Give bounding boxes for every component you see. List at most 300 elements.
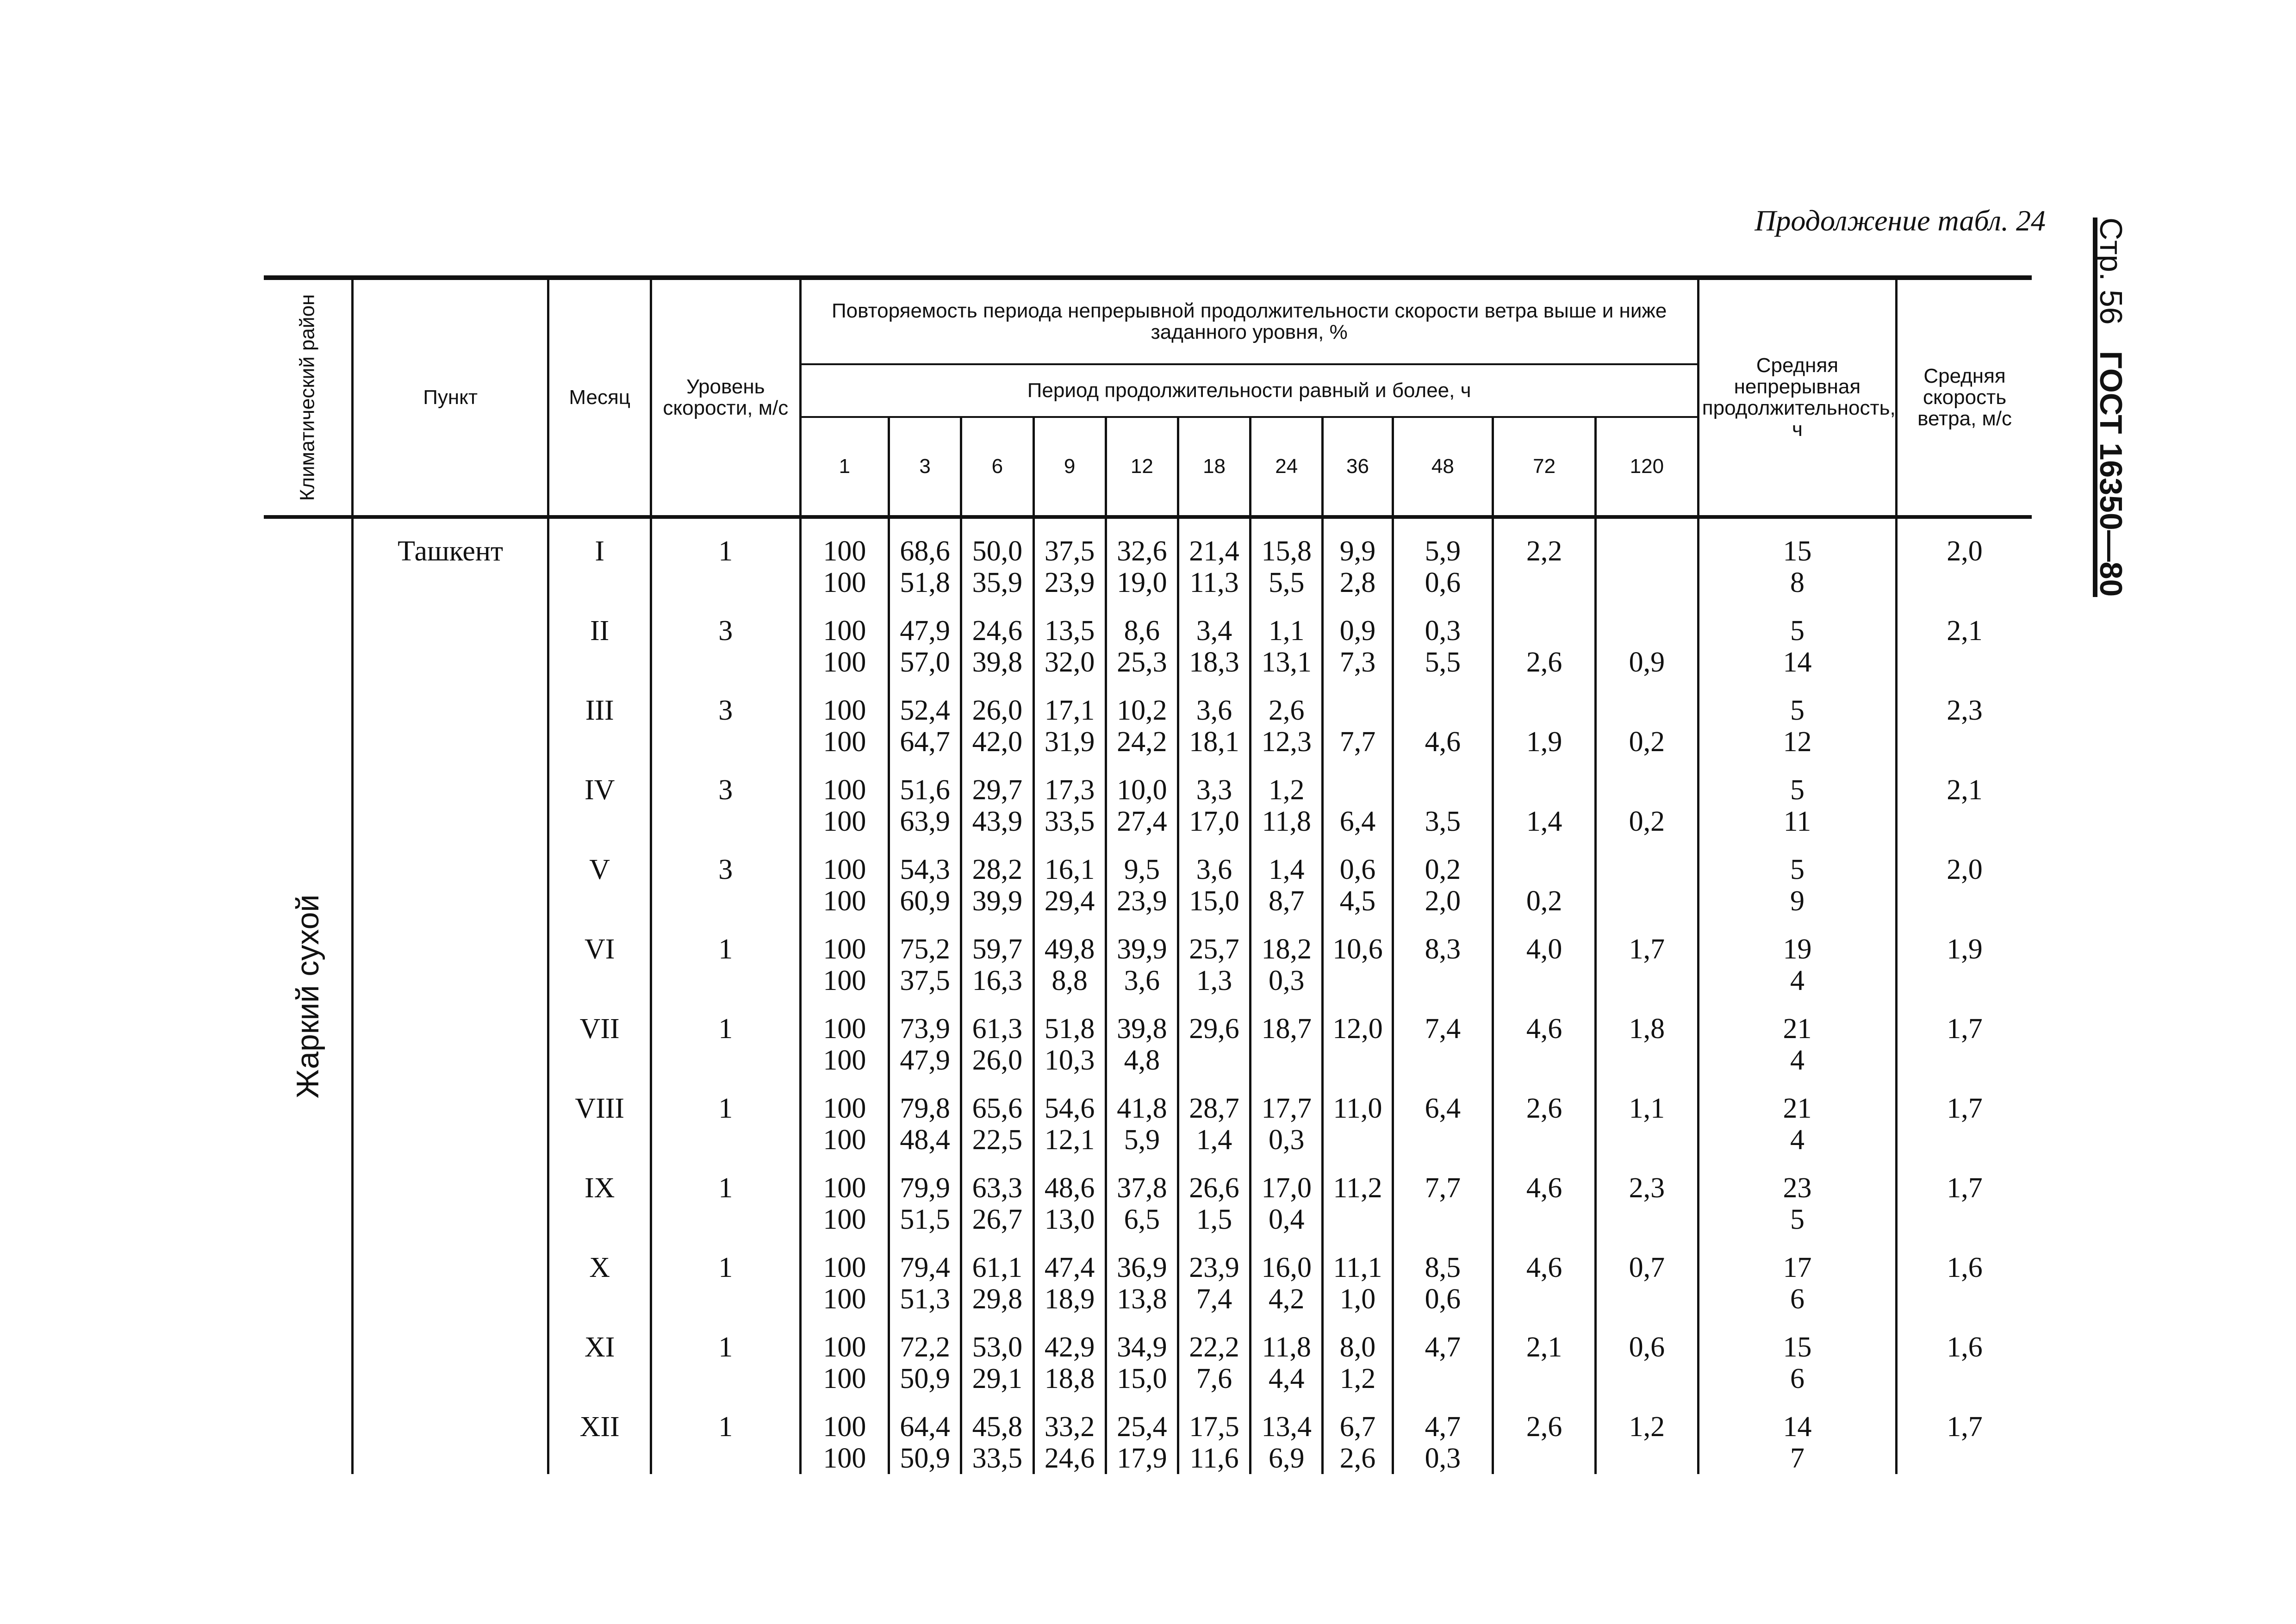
repeat-cell	[1595, 917, 1698, 996]
value-below: 1,0	[1339, 1283, 1376, 1315]
value-below: 100	[823, 1363, 866, 1394]
value-below: 42,0	[972, 726, 1023, 758]
value-below: 7,3	[1339, 647, 1376, 678]
value-below: 11,3	[1189, 567, 1239, 598]
repeat-cell	[1106, 517, 1178, 598]
value-above: 65,6	[972, 1093, 1023, 1124]
avg-duration-cell	[1698, 1315, 1896, 1394]
repeat-cell	[800, 678, 889, 758]
value-above: 39,8	[1117, 1013, 1167, 1045]
repeat-cell	[1323, 996, 1393, 1076]
repeat-cell	[1323, 1156, 1393, 1235]
value-above: 17	[1783, 1252, 1812, 1283]
repeat-cell	[800, 1076, 889, 1156]
value-below: 7,4	[1196, 1283, 1232, 1315]
value-below: 6,5	[1124, 1204, 1160, 1235]
value-above: 11,2	[1333, 1172, 1382, 1204]
value-below: 39,9	[972, 885, 1023, 917]
value-below: 16,3	[972, 965, 1023, 996]
value-below: 3,6	[1124, 965, 1160, 996]
value-above: 79,8	[900, 1093, 950, 1124]
value-below	[1599, 1363, 1695, 1394]
value-above: 3,6	[1196, 854, 1232, 885]
level-cell: 1	[651, 1235, 801, 1315]
value-below: 1,9	[1526, 726, 1562, 758]
repeat-cell	[1178, 758, 1250, 837]
value-below	[1496, 1283, 1593, 1315]
value-above: 18,7	[1261, 1013, 1312, 1045]
repeat-cell	[800, 517, 889, 598]
value-below	[1496, 1363, 1593, 1394]
value-above: 39,9	[1117, 933, 1167, 965]
value-above: 21,4	[1189, 535, 1239, 567]
value-below	[1253, 1045, 1319, 1076]
period-header-12: 12	[1106, 417, 1178, 517]
value-above: 11,1	[1333, 1252, 1382, 1283]
repeat-cell	[800, 758, 889, 837]
value-above: 21	[1783, 1093, 1812, 1124]
value-below: 2,6	[1339, 1443, 1376, 1474]
value-above: 100	[823, 1332, 866, 1363]
repeat-cell	[1595, 1315, 1698, 1394]
repeat-cell	[1393, 517, 1493, 598]
repeat-cell	[1106, 1394, 1178, 1474]
value-below: 60,9	[900, 885, 950, 917]
value-below: 100	[823, 885, 866, 917]
repeat-cell	[961, 758, 1033, 837]
repeat-cell	[1393, 1394, 1493, 1474]
value-above: 0,6	[1629, 1332, 1665, 1363]
repeat-cell	[1178, 1315, 1250, 1394]
value-above: 9,9	[1339, 535, 1376, 567]
level-cell: 1	[651, 1076, 801, 1156]
repeat-cell	[1493, 517, 1596, 598]
value-below: 57,0	[900, 647, 950, 678]
repeat-cell	[1393, 598, 1493, 678]
month-cell: XI	[548, 1315, 651, 1394]
value-below: 7,6	[1196, 1363, 1232, 1394]
avg-speed-cell: 1,7	[1897, 1156, 2032, 1235]
repeat-cell	[1393, 837, 1493, 917]
value-below: 0,3	[1269, 965, 1305, 996]
repeat-cell	[1323, 758, 1393, 837]
period-header-18: 18	[1178, 417, 1250, 517]
page-side-label	[2092, 218, 2129, 611]
period-header-9: 9	[1033, 417, 1106, 517]
month-cell: X	[548, 1235, 651, 1315]
value-above: 75,2	[900, 933, 950, 965]
repeat-cell	[1323, 1235, 1393, 1315]
avg-duration-cell	[1698, 1235, 1896, 1315]
value-above: 100	[823, 615, 866, 647]
repeat-cell	[1493, 1394, 1596, 1474]
month-cell: XII	[548, 1394, 651, 1474]
value-below: 48,4	[900, 1124, 950, 1156]
value-above: 0,2	[1425, 854, 1461, 885]
value-above	[1496, 615, 1593, 647]
value-below: 1,5	[1196, 1204, 1232, 1235]
level-cell: 1	[651, 1156, 801, 1235]
value-below: 6	[1790, 1363, 1804, 1394]
repeat-cell	[800, 837, 889, 917]
value-above: 2,3	[1629, 1172, 1665, 1204]
repeat-cell	[1251, 917, 1323, 996]
value-below: 100	[823, 567, 866, 598]
repeat-cell	[1251, 996, 1323, 1076]
value-below: 19,0	[1117, 567, 1167, 598]
repeat-cell	[889, 758, 961, 837]
avg-duration-cell	[1698, 1076, 1896, 1156]
value-above: 59,7	[972, 933, 1023, 965]
repeat-cell	[1251, 758, 1323, 837]
value-below: 8	[1790, 567, 1804, 598]
value-below	[1599, 1443, 1695, 1474]
value-below: 33,5	[1044, 806, 1095, 837]
value-above	[1599, 774, 1695, 806]
value-below	[1599, 885, 1695, 917]
value-above: 6,4	[1425, 1093, 1461, 1124]
value-below: 27,4	[1117, 806, 1167, 837]
period-header-3: 3	[889, 417, 961, 517]
value-below: 2,8	[1339, 567, 1376, 598]
period-header-36: 36	[1323, 417, 1393, 517]
level-cell: 3	[651, 758, 801, 837]
value-below: 1,3	[1196, 965, 1232, 996]
value-above: 100	[823, 1013, 866, 1045]
value-below: 1,2	[1339, 1363, 1376, 1394]
value-above: 5	[1790, 615, 1804, 647]
value-above: 11,0	[1333, 1093, 1382, 1124]
value-below	[1599, 1045, 1695, 1076]
value-above: 26,6	[1189, 1172, 1239, 1204]
value-above: 72,2	[900, 1332, 950, 1363]
value-above: 0,9	[1339, 615, 1376, 647]
value-above: 53,0	[972, 1332, 1023, 1363]
value-above: 4,7	[1425, 1332, 1461, 1363]
value-above: 49,8	[1044, 933, 1095, 965]
repeat-cell	[961, 1315, 1033, 1394]
value-above: 2,6	[1526, 1093, 1562, 1124]
value-below: 13,0	[1044, 1204, 1095, 1235]
repeat-cell	[1393, 1315, 1493, 1394]
value-above: 54,3	[900, 854, 950, 885]
value-below: 31,9	[1044, 726, 1095, 758]
repeat-cell	[889, 517, 961, 598]
value-above: 63,3	[972, 1172, 1023, 1204]
value-below	[1396, 1124, 1490, 1156]
value-above: 1,2	[1629, 1411, 1665, 1443]
repeat-cell	[800, 917, 889, 996]
value-above: 42,9	[1044, 1332, 1095, 1363]
value-below: 100	[823, 1204, 866, 1235]
value-above	[1496, 695, 1593, 726]
value-below: 24,2	[1117, 726, 1167, 758]
value-above: 79,9	[900, 1172, 950, 1204]
value-below: 11,6	[1189, 1443, 1239, 1474]
period-header-120: 120	[1595, 417, 1698, 517]
value-above	[1496, 774, 1593, 806]
value-above: 36,9	[1117, 1252, 1167, 1283]
level-cell: 1	[651, 917, 801, 996]
value-below: 11,8	[1262, 806, 1311, 837]
repeat-cell	[1393, 917, 1493, 996]
value-below: 12,1	[1044, 1124, 1095, 1156]
repeat-cell	[800, 1235, 889, 1315]
standard-number: ГОСТ 16350—80	[2093, 351, 2128, 597]
value-below	[1496, 1045, 1593, 1076]
value-above: 0,3	[1425, 615, 1461, 647]
repeat-cell	[800, 1315, 889, 1394]
region-cell: Жаркий сухой	[290, 894, 325, 1099]
repeat-cell	[1033, 1156, 1106, 1235]
value-above: 100	[823, 1411, 866, 1443]
value-below: 7	[1790, 1443, 1804, 1474]
header-region: Климатический район	[264, 278, 353, 517]
value-below: 0,2	[1629, 806, 1665, 837]
value-above: 28,2	[972, 854, 1023, 885]
value-above: 2,6	[1269, 695, 1305, 726]
avg-speed-cell: 2,3	[1897, 678, 2032, 758]
avg-duration-cell	[1698, 1394, 1896, 1474]
value-above: 17,7	[1261, 1093, 1312, 1124]
repeat-cell	[1493, 1315, 1596, 1394]
value-above: 2,1	[1526, 1332, 1562, 1363]
value-above	[1396, 695, 1490, 726]
value-above	[1599, 535, 1695, 567]
value-below	[1496, 1443, 1593, 1474]
value-above	[1599, 615, 1695, 647]
avg-speed-cell: 1,6	[1897, 1315, 2032, 1394]
repeat-cell	[1178, 678, 1250, 758]
value-above: 0,6	[1339, 854, 1376, 885]
repeat-cell	[1106, 758, 1178, 837]
value-above: 21	[1783, 1013, 1812, 1045]
value-above: 1,1	[1269, 615, 1305, 647]
value-below: 32,0	[1044, 647, 1095, 678]
value-below: 50,9	[900, 1363, 950, 1394]
repeat-cell	[1033, 837, 1106, 917]
month-cell: III	[548, 678, 651, 758]
avg-speed-cell: 2,1	[1897, 758, 2032, 837]
repeat-cell	[1493, 996, 1596, 1076]
value-below: 0,3	[1269, 1124, 1305, 1156]
value-below: 100	[823, 647, 866, 678]
value-above: 4,6	[1526, 1013, 1562, 1045]
header-repeat-group: Повторяемость периода непрерывной продолжительности скорости ветра выше и ниже заданного уровня, %	[800, 278, 1698, 364]
value-below: 35,9	[972, 567, 1023, 598]
value-above: 79,4	[900, 1252, 950, 1283]
value-above: 28,7	[1189, 1093, 1239, 1124]
value-above: 32,6	[1117, 535, 1167, 567]
level-cell: 1	[651, 1315, 801, 1394]
period-header-48: 48	[1393, 417, 1493, 517]
value-below: 6,9	[1269, 1443, 1305, 1474]
repeat-cell	[1106, 1156, 1178, 1235]
value-above: 3,6	[1196, 695, 1232, 726]
repeat-cell	[1178, 598, 1250, 678]
repeat-cell	[889, 1315, 961, 1394]
value-above: 2,2	[1526, 535, 1562, 567]
value-above: 4,7	[1425, 1411, 1461, 1443]
repeat-cell	[889, 837, 961, 917]
value-below	[1396, 1045, 1490, 1076]
value-below: 4,6	[1425, 726, 1461, 758]
value-above: 5,9	[1425, 535, 1461, 567]
header-month: Месяц	[548, 278, 651, 517]
repeat-cell	[889, 1235, 961, 1315]
value-below: 12,3	[1261, 726, 1312, 758]
value-below: 100	[823, 806, 866, 837]
value-below: 14	[1783, 647, 1812, 678]
repeat-cell	[1033, 917, 1106, 996]
repeat-cell	[1323, 598, 1393, 678]
header-avg-speed: Средняя скорость ветра, м/с	[1897, 278, 2032, 517]
month-cell: II	[548, 598, 651, 678]
value-below: 5	[1790, 1204, 1804, 1235]
value-above	[1599, 854, 1695, 885]
repeat-cell	[961, 1156, 1033, 1235]
value-above: 61,3	[972, 1013, 1023, 1045]
value-above: 11,8	[1262, 1332, 1311, 1363]
value-above: 2,6	[1526, 1411, 1562, 1443]
avg-duration-cell	[1698, 598, 1896, 678]
repeat-cell	[1493, 1076, 1596, 1156]
repeat-cell	[1178, 517, 1250, 598]
repeat-cell	[1323, 1394, 1393, 1474]
value-below: 37,5	[900, 965, 950, 996]
value-below: 7,7	[1339, 726, 1376, 758]
repeat-cell	[1033, 1394, 1106, 1474]
value-above: 34,9	[1117, 1332, 1167, 1363]
value-above: 37,5	[1044, 535, 1095, 567]
value-above: 16,0	[1261, 1252, 1312, 1283]
period-header-1: 1	[800, 417, 889, 517]
value-below: 13,1	[1261, 647, 1312, 678]
period-header-72: 72	[1493, 417, 1596, 517]
value-above: 47,9	[900, 615, 950, 647]
value-above	[1325, 774, 1389, 806]
avg-duration-cell	[1698, 917, 1896, 996]
repeat-cell	[1178, 1076, 1250, 1156]
value-below: 4,2	[1269, 1283, 1305, 1315]
value-below: 5,5	[1425, 647, 1461, 678]
avg-speed-cell: 1,7	[1897, 1076, 2032, 1156]
value-below: 9	[1790, 885, 1804, 917]
value-above: 64,4	[900, 1411, 950, 1443]
value-below: 51,8	[900, 567, 950, 598]
repeat-cell	[1106, 917, 1178, 996]
value-above: 0,7	[1629, 1252, 1665, 1283]
level-cell: 1	[651, 517, 801, 598]
value-below	[1599, 1124, 1695, 1156]
value-below: 3,5	[1425, 806, 1461, 837]
header-level: Уровень скорости, м/с	[651, 278, 801, 517]
value-above: 50,0	[972, 535, 1023, 567]
month-cell: VI	[548, 917, 651, 996]
value-above: 52,4	[900, 695, 950, 726]
value-above: 3,3	[1196, 774, 1232, 806]
value-above: 7,7	[1425, 1172, 1461, 1204]
repeat-cell	[961, 1076, 1033, 1156]
value-above: 17,0	[1261, 1172, 1312, 1204]
value-above	[1325, 695, 1389, 726]
value-above: 1,8	[1629, 1013, 1665, 1045]
value-above: 10,6	[1332, 933, 1383, 965]
value-below: 100	[823, 1283, 866, 1315]
value-below: 6,4	[1339, 806, 1376, 837]
value-below: 0,4	[1269, 1204, 1305, 1235]
repeat-cell	[1595, 837, 1698, 917]
repeat-cell	[1033, 1076, 1106, 1156]
value-below: 15,0	[1189, 885, 1239, 917]
avg-duration-cell	[1698, 1156, 1896, 1235]
repeat-cell	[961, 1235, 1033, 1315]
period-header-24: 24	[1251, 417, 1323, 517]
value-below: 25,3	[1117, 647, 1167, 678]
repeat-cell	[1493, 837, 1596, 917]
header-period-group: Период продолжительности равный и более, ч	[800, 364, 1698, 417]
value-above: 15	[1783, 535, 1812, 567]
value-above: 25,7	[1189, 933, 1239, 965]
repeat-cell	[961, 917, 1033, 996]
value-below	[1396, 965, 1490, 996]
value-above: 100	[823, 695, 866, 726]
value-below: 4	[1790, 1124, 1804, 1156]
repeat-cell	[1595, 598, 1698, 678]
repeat-cell	[1251, 1156, 1323, 1235]
value-above: 15	[1783, 1332, 1812, 1363]
value-below: 18,1	[1189, 726, 1239, 758]
avg-duration-cell	[1698, 837, 1896, 917]
value-below: 26,0	[972, 1045, 1023, 1076]
repeat-cell	[1493, 1156, 1596, 1235]
value-above: 23,9	[1189, 1252, 1239, 1283]
value-below: 4,5	[1339, 885, 1376, 917]
value-above	[1496, 854, 1593, 885]
repeat-cell	[1251, 1315, 1323, 1394]
value-below	[1325, 1204, 1389, 1235]
value-above: 100	[823, 933, 866, 965]
avg-duration-cell	[1698, 996, 1896, 1076]
value-above: 18,2	[1261, 933, 1312, 965]
table-caption: Продолжение табл. 24	[1755, 204, 2046, 237]
repeat-cell	[1493, 1235, 1596, 1315]
value-below: 4,8	[1124, 1045, 1160, 1076]
value-below	[1396, 1363, 1490, 1394]
repeat-cell	[1251, 1235, 1323, 1315]
repeat-cell	[1323, 517, 1393, 598]
repeat-cell	[800, 1156, 889, 1235]
value-above: 22,2	[1189, 1332, 1239, 1363]
value-above: 24,6	[972, 615, 1023, 647]
repeat-cell	[1595, 678, 1698, 758]
value-below: 0,9	[1629, 647, 1665, 678]
value-above: 26,0	[972, 695, 1023, 726]
value-below: 17,9	[1117, 1443, 1167, 1474]
value-below: 43,9	[972, 806, 1023, 837]
value-below: 100	[823, 726, 866, 758]
value-above: 1,1	[1629, 1093, 1665, 1124]
value-below: 23,9	[1044, 567, 1095, 598]
repeat-cell	[1033, 1235, 1106, 1315]
value-above: 100	[823, 1093, 866, 1124]
value-above: 5	[1790, 854, 1804, 885]
level-cell: 1	[651, 996, 801, 1076]
repeat-cell	[1178, 1394, 1250, 1474]
repeat-cell	[1493, 678, 1596, 758]
level-cell: 3	[651, 598, 801, 678]
avg-duration-cell	[1698, 678, 1896, 758]
